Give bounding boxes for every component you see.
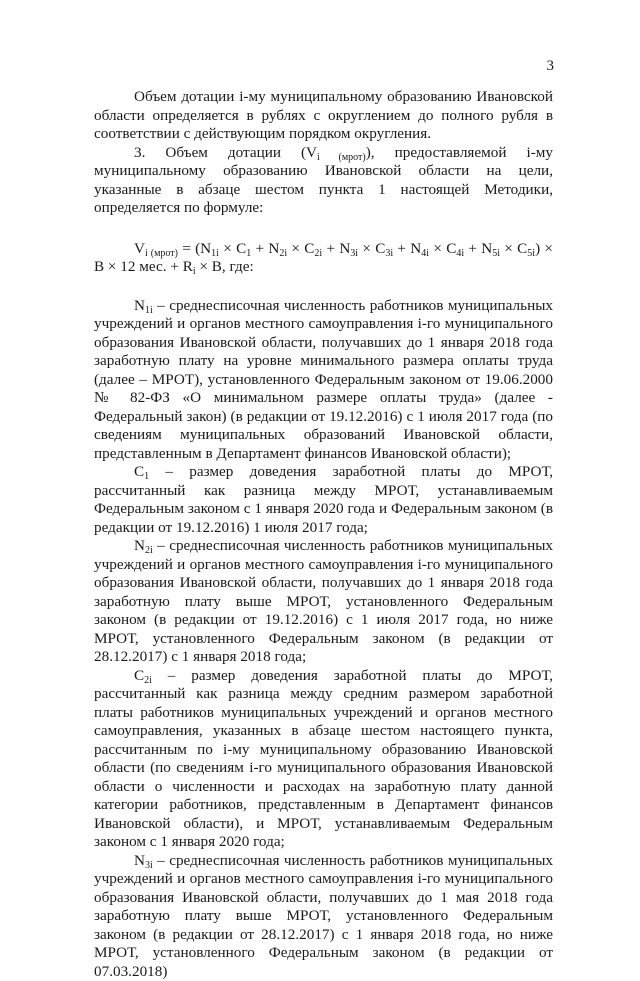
subsidy-formula: $V_{i (мрот)} = (N_{1i} \times C_1 + N_{2i} \times C_{2i} + N_{3i} \times C_{3i} + N_{4i} \times C_{4i} + N_{5i} \times C_{5i}) \times B \times 12$ мес. + $R_i \times B$, где: [94,240,553,277]
definition-n1: $N_{1i}$ – среднесписочная численность работников муниципальных учреждений и органов местного самоуправления i-го муниципального образования Ивановской области, получавших до 1 января 2018 года заработную плату на уровне минимального размера оплаты труда (далее – МРОТ), установленного Федеральным законом от 19.06.2000 № 82-ФЗ «О минимальном размере оплаты труда» (далее - Федеральный закон) (в редакции от 19.12.2016) с 1 июля 2017 года (по сведениям муниципальных образований Ивановской области, представленным в Департамент финансов Ивановской области); [94,297,553,464]
page-number: 3 [547,58,555,75]
rounding-paragraph: Объем дотации i-му муниципальному образованию Ивановской области определяется в рублях с округлением до полного рубля в соответствии с действующим порядком округления. [94,88,553,144]
definition-n3: $N_{3i}$ – среднесписочная численность работников муниципальных учреждений и органов местного самоуправления i-го муниципального образования Ивановской области, получавших до 1 мая 2018 года заработную плату выше МРОТ, установленного Федеральным законом (в редакции от 28.12.2017) с 1 января 2018 года, но ниже МРОТ, установленного Федеральным законом (в редакции от 07.03.2018) [94,852,553,981]
definition-c1: $C_1$ – размер доведения заработной платы до МРОТ, рассчитанный как разница между МРОТ, устанавливаемым Федеральным законом с 1 января 2020 года и Федеральным законом (в редакции от 19.12.2016) 1 июля 2017 года; [94,463,553,537]
item-3-paragraph: 3. Объем дотации $(V_{i (мрот)})$, предоставляемой i-му муниципальному образованию Ивановской области на цели, указанные в абзаце шестом пункта 1 настоящей Методики, определяется по формуле: [94,144,553,218]
definition-c2: $C_{2i}$ – размер доведения заработной платы до МРОТ, рассчитанный как разница между средним размером заработной платы работников муниципальных учреждений и органов местного самоуправления, указанных в абзаце шестом настоящего пункта, рассчитанным по i-му муниципальному образованию Ивановской области (по сведениям i-го муниципального образования Ивановской области о численности и расходах на заработную плату данной категории работников, представленным в Департамент финансов Ивановской области), и МРОТ, устанавливаемым Федеральным законом с 1 января 2020 года; [94,667,553,852]
definition-n2: $N_{2i}$ – среднесписочная численность работников муниципальных учреждений и органов местного самоуправления i-го муниципального образования Ивановской области, получавших до 1 января 2018 года заработную плату выше МРОТ, установленного Федеральным законом (в редакции от 19.12.2016) с 1 июля 2017 года, но ниже МРОТ, установленного Федеральным законом (в редакции от 28.12.2017) с 1 января 2018 года; [94,537,553,667]
document-body [94,88,553,981]
